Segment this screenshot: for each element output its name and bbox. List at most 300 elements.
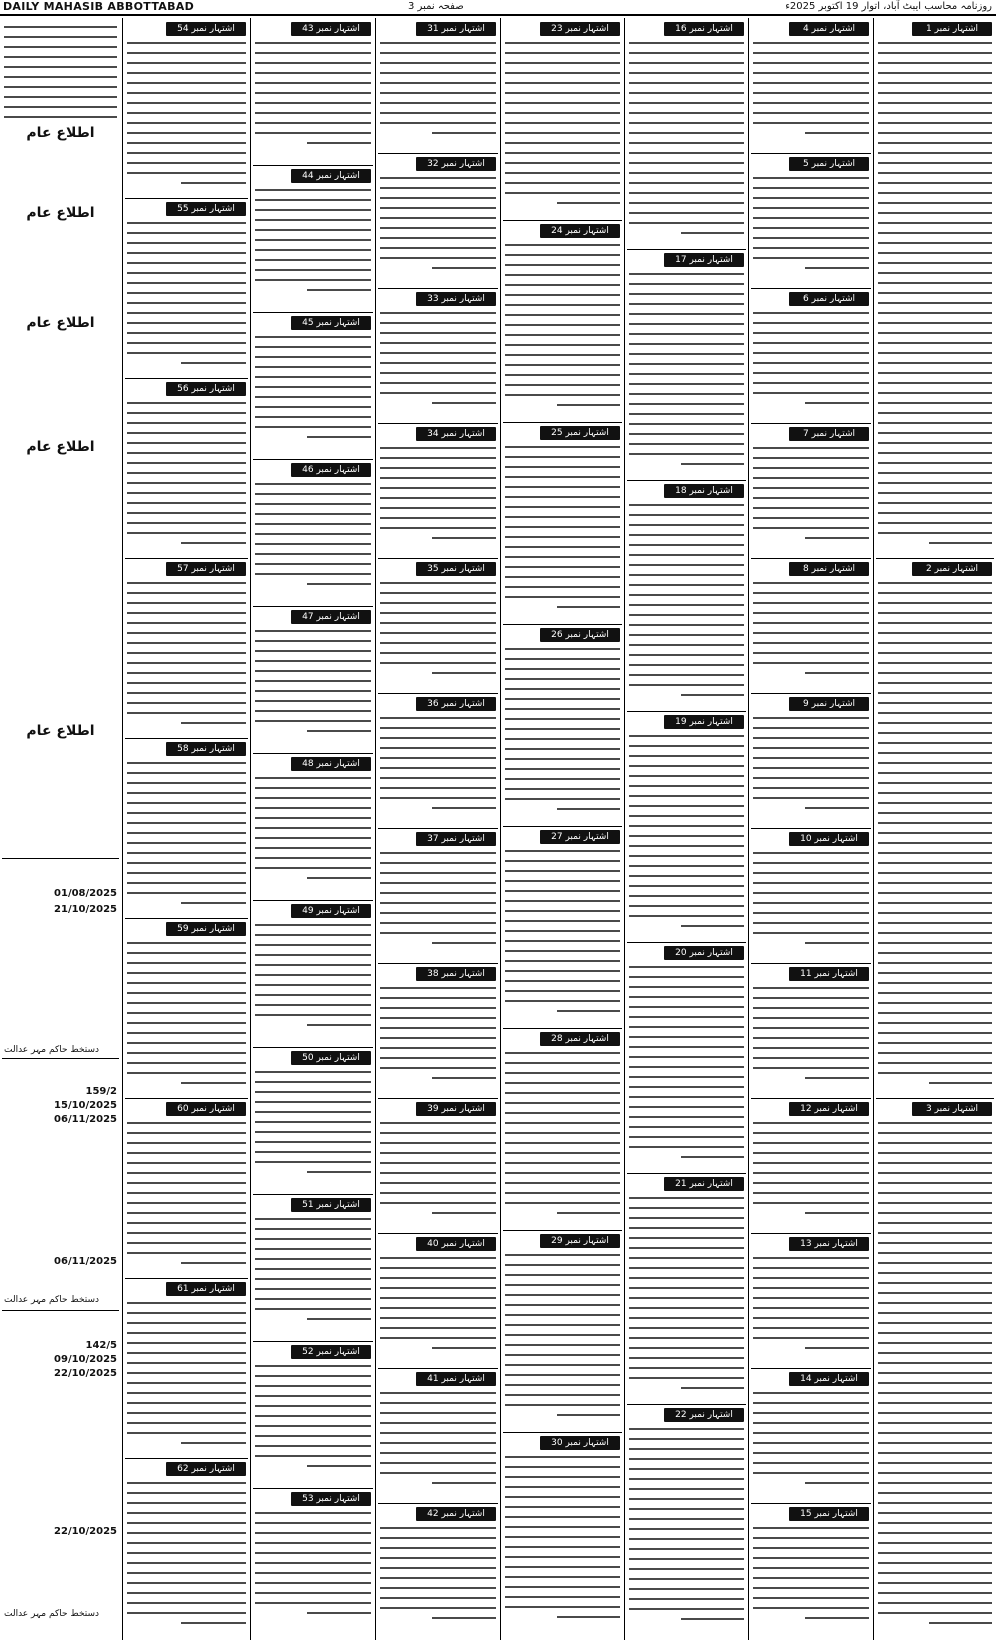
text-line <box>181 1442 246 1444</box>
text-line <box>629 735 744 737</box>
text-line <box>255 1532 371 1534</box>
text-line <box>432 942 496 944</box>
text-line <box>255 346 371 348</box>
classified-ad <box>376 693 500 828</box>
ad-body-text <box>753 582 869 682</box>
ad-body-text <box>505 1254 620 1424</box>
text-line <box>629 1538 744 1540</box>
text-line <box>753 862 869 864</box>
text-line <box>505 536 620 538</box>
text-line <box>629 594 744 596</box>
text-line <box>127 642 246 644</box>
text-line <box>629 805 744 807</box>
ad-body-text <box>753 312 869 412</box>
text-line <box>380 1142 496 1144</box>
ad-number-badge: اشتہار نمبر 38 <box>416 967 496 981</box>
text-line <box>127 1212 246 1214</box>
text-line <box>629 614 744 616</box>
text-line <box>753 497 869 499</box>
ad-number-badge: اشتہار نمبر 44 <box>291 169 371 183</box>
text-line <box>432 402 496 404</box>
text-line <box>127 1022 246 1024</box>
ad-body-text <box>127 42 246 192</box>
text-line <box>127 812 246 814</box>
classified-ad <box>123 18 250 198</box>
text-line <box>380 487 496 489</box>
text-line <box>505 950 620 952</box>
ad-number-badge: اشتہار نمبر 49 <box>291 904 371 918</box>
text-line <box>181 902 246 904</box>
ad-divider <box>253 1194 373 1195</box>
text-line <box>127 82 246 84</box>
ad-number-badge: اشتہار نمبر 27 <box>540 830 620 844</box>
text-line <box>629 1076 744 1078</box>
text-line <box>878 252 992 254</box>
text-line <box>380 1027 496 1029</box>
notice-heading: اطلاع عام <box>26 205 95 221</box>
text-line <box>380 1257 496 1259</box>
text-line <box>878 1402 992 1404</box>
classified-ad <box>376 18 500 153</box>
ad-number-badge: اشتہار نمبر 14 <box>789 1372 869 1386</box>
text-line <box>878 372 992 374</box>
classified-ad <box>749 1503 873 1638</box>
text-line <box>753 777 869 779</box>
classified-ad <box>251 165 375 312</box>
text-line <box>753 892 869 894</box>
text-line <box>629 1136 744 1138</box>
text-line <box>878 602 992 604</box>
text-line <box>127 582 246 584</box>
ad-divider <box>378 828 498 829</box>
ad-column <box>625 18 748 1640</box>
text-line <box>505 132 620 134</box>
text-line <box>255 1602 371 1604</box>
text-line <box>181 182 246 184</box>
text-line <box>878 82 992 84</box>
text-line <box>255 1542 371 1544</box>
text-line <box>127 502 246 504</box>
text-line <box>380 322 496 324</box>
text-line <box>753 1577 869 1579</box>
text-line <box>505 192 620 194</box>
text-line <box>505 1112 620 1114</box>
text-line <box>929 1082 992 1084</box>
text-line <box>505 152 620 154</box>
text-line <box>805 672 869 674</box>
ad-body-text <box>380 582 496 682</box>
text-line <box>255 857 371 859</box>
text-line <box>127 162 246 164</box>
text-line <box>380 312 496 314</box>
ad-number-badge: اشتہار نمبر 13 <box>789 1237 869 1251</box>
text-line <box>505 466 620 468</box>
text-line <box>753 187 869 189</box>
text-line <box>753 1192 869 1194</box>
text-line <box>4 36 117 38</box>
text-line <box>878 142 992 144</box>
text-line <box>255 1258 371 1260</box>
ad-divider <box>751 153 871 154</box>
text-line <box>380 1432 496 1434</box>
text-line <box>878 1062 992 1064</box>
text-line <box>127 972 246 974</box>
text-line <box>127 232 246 234</box>
text-line <box>505 102 620 104</box>
text-line <box>629 1227 744 1229</box>
ad-body-text <box>505 648 620 818</box>
ad-number-badge: اشتہار نمبر 51 <box>291 1198 371 1212</box>
text-line <box>505 870 620 872</box>
text-line <box>753 747 869 749</box>
text-line <box>127 1152 246 1154</box>
text-line <box>878 1452 992 1454</box>
text-line <box>629 785 744 787</box>
classified-ad <box>251 459 375 606</box>
text-line <box>629 865 744 867</box>
text-line <box>255 42 371 44</box>
text-line <box>127 1332 246 1334</box>
text-line <box>629 383 744 385</box>
ad-number-badge: اشتہار نمبر 45 <box>291 316 371 330</box>
ad-body-text <box>380 42 496 142</box>
text-line <box>878 652 992 654</box>
ad-number-badge: اشتہار نمبر 3 <box>912 1102 992 1116</box>
text-line <box>127 772 246 774</box>
text-line <box>878 502 992 504</box>
text-line <box>505 556 620 558</box>
text-line <box>753 477 869 479</box>
ad-body-text <box>753 42 869 142</box>
ad-body-text <box>505 1456 620 1626</box>
text-line <box>255 199 371 201</box>
text-line <box>127 1502 246 1504</box>
text-line <box>629 52 744 54</box>
text-line <box>255 1435 371 1437</box>
ad-divider <box>253 900 373 901</box>
text-line <box>878 1542 992 1544</box>
divider <box>2 858 119 859</box>
text-line <box>753 1607 869 1609</box>
text-line <box>753 872 869 874</box>
text-line <box>505 798 620 800</box>
ad-number-badge: اشتہار نمبر 35 <box>416 562 496 576</box>
text-line <box>127 172 246 174</box>
text-line <box>380 717 496 719</box>
text-line <box>380 247 496 249</box>
classified-ad <box>123 1278 250 1458</box>
text-line <box>380 392 496 394</box>
text-line <box>878 1012 992 1014</box>
text-line <box>307 1171 371 1173</box>
text-line <box>878 132 992 134</box>
text-line <box>505 1566 620 1568</box>
text-line <box>127 1542 246 1544</box>
text-line <box>127 702 246 704</box>
text-line <box>629 132 744 134</box>
classified-ad <box>251 312 375 459</box>
text-line <box>878 1422 992 1424</box>
text-line <box>127 592 246 594</box>
text-line <box>753 757 869 759</box>
text-line <box>878 862 992 864</box>
text-line <box>753 912 869 914</box>
ad-number-badge: اشتہار نمبر 22 <box>664 1408 744 1422</box>
text-line <box>505 658 620 660</box>
text-line <box>255 1101 371 1103</box>
ad-column <box>251 18 375 1640</box>
text-line <box>255 1004 371 1006</box>
text-line <box>380 1162 496 1164</box>
text-line <box>380 882 496 884</box>
ad-number-badge: اشتہار نمبر 50 <box>291 1051 371 1065</box>
text-line <box>753 507 869 509</box>
notice-text <box>4 26 117 126</box>
text-line <box>753 487 869 489</box>
text-line <box>505 1344 620 1346</box>
text-line <box>878 1502 992 1504</box>
text-line <box>753 392 869 394</box>
text-line <box>753 52 869 54</box>
text-line <box>878 1472 992 1474</box>
text-line <box>878 282 992 284</box>
text-line <box>380 997 496 999</box>
text-line <box>380 62 496 64</box>
text-line <box>753 312 869 314</box>
text-line <box>380 227 496 229</box>
ad-number-badge: اشتہار نمبر 2 <box>912 562 992 576</box>
ad-divider <box>378 558 498 559</box>
text-line <box>505 112 620 114</box>
text-line <box>255 974 371 976</box>
text-line <box>380 92 496 94</box>
text-line <box>878 1562 992 1564</box>
text-line <box>505 1354 620 1356</box>
text-line <box>878 1142 992 1144</box>
text-line <box>629 222 744 224</box>
text-line <box>629 795 744 797</box>
text-line <box>878 992 992 994</box>
text-line <box>127 132 246 134</box>
text-line <box>878 122 992 124</box>
text-line <box>505 1586 620 1588</box>
ad-body-text <box>255 42 371 152</box>
ad-divider <box>627 1404 746 1405</box>
ad-body-text <box>753 1392 869 1492</box>
text-line <box>878 1332 992 1334</box>
ad-body-text <box>380 1257 496 1357</box>
ad-body-text <box>255 1218 371 1328</box>
text-line <box>629 1578 744 1580</box>
text-line <box>629 283 744 285</box>
classified-ad <box>123 1098 250 1278</box>
text-line <box>255 670 371 672</box>
text-line <box>255 503 371 505</box>
text-line <box>127 52 246 54</box>
text-line <box>127 1362 246 1364</box>
text-line <box>557 202 620 204</box>
text-line <box>753 322 869 324</box>
ad-divider <box>378 1368 498 1369</box>
text-line <box>629 1126 744 1128</box>
text-line <box>753 1557 869 1559</box>
text-line <box>127 262 246 264</box>
text-line <box>878 1392 992 1394</box>
text-line <box>753 932 869 934</box>
classified-ad <box>749 1233 873 1368</box>
notice-date: 22/10/2025 <box>54 1526 117 1537</box>
text-line <box>127 1352 246 1354</box>
text-line <box>753 197 869 199</box>
text-line <box>127 992 246 994</box>
text-line <box>878 462 992 464</box>
text-line <box>878 1432 992 1434</box>
text-line <box>505 990 620 992</box>
ad-number-badge: اشتہار نمبر 61 <box>166 1282 246 1296</box>
text-line <box>505 1576 620 1578</box>
ad-divider <box>876 558 994 559</box>
text-line <box>681 463 744 465</box>
text-line <box>753 632 869 634</box>
text-line <box>255 553 371 555</box>
text-line <box>505 1526 620 1528</box>
text-line <box>127 1002 246 1004</box>
classified-ad <box>625 18 748 249</box>
text-line <box>505 880 620 882</box>
text-line <box>380 1307 496 1309</box>
text-line <box>127 1382 246 1384</box>
text-line <box>127 342 246 344</box>
text-line <box>380 932 496 934</box>
text-line <box>753 727 869 729</box>
text-line <box>255 690 371 692</box>
text-line <box>505 1456 620 1458</box>
text-line <box>629 574 744 576</box>
text-line <box>255 386 371 388</box>
text-line <box>681 1618 744 1620</box>
text-line <box>753 797 869 799</box>
text-line <box>255 984 371 986</box>
classified-ad <box>123 198 250 378</box>
text-line <box>753 42 869 44</box>
text-line <box>127 1312 246 1314</box>
text-line <box>753 1392 869 1394</box>
text-line <box>505 1082 620 1084</box>
text-line <box>629 343 744 345</box>
text-line <box>127 482 246 484</box>
text-line <box>753 642 869 644</box>
text-line <box>805 1617 869 1619</box>
text-line <box>380 1607 496 1609</box>
ad-body-text <box>878 42 992 552</box>
ad-divider <box>503 1028 622 1029</box>
ad-body-text <box>255 1512 371 1622</box>
text-line <box>878 612 992 614</box>
text-line <box>629 1297 744 1299</box>
ad-body-text <box>629 735 744 935</box>
text-line <box>127 832 246 834</box>
text-line <box>127 872 246 874</box>
ad-divider <box>503 826 622 827</box>
text-line <box>380 622 496 624</box>
text-line <box>629 504 744 506</box>
text-line <box>805 537 869 539</box>
text-line <box>255 62 371 64</box>
text-line <box>753 177 869 179</box>
text-line <box>255 1425 371 1427</box>
classified-ad <box>749 693 873 828</box>
text-line <box>878 1232 992 1234</box>
text-line <box>127 862 246 864</box>
text-line <box>629 1106 744 1108</box>
text-line <box>505 1264 620 1266</box>
classified-ad <box>376 153 500 288</box>
text-line <box>127 1062 246 1064</box>
text-line <box>629 112 744 114</box>
ad-divider <box>378 1503 498 1504</box>
ad-number-badge: اشتہار نمبر 31 <box>416 22 496 36</box>
text-line <box>380 737 496 739</box>
text-line <box>505 1274 620 1276</box>
text-line <box>181 1082 246 1084</box>
text-line <box>255 513 371 515</box>
text-line <box>380 1317 496 1319</box>
text-line <box>4 26 117 28</box>
masthead-title: DAILY MAHASIB ABBOTTABAD <box>3 0 195 13</box>
text-line <box>505 1476 620 1478</box>
text-line <box>255 132 371 134</box>
text-line <box>255 336 371 338</box>
text-line <box>505 1000 620 1002</box>
text-line <box>753 447 869 449</box>
text-line <box>505 394 620 396</box>
text-line <box>878 532 992 534</box>
ad-body-text <box>753 1257 869 1357</box>
text-line <box>629 102 744 104</box>
ad-number-badge: اشتہار نمبر 41 <box>416 1372 496 1386</box>
text-line <box>878 1072 992 1074</box>
classified-ad <box>123 378 250 558</box>
text-line <box>878 42 992 44</box>
text-line <box>557 606 620 608</box>
text-line <box>127 252 246 254</box>
ad-divider <box>253 165 373 166</box>
notice-date: 21/10/2025 <box>54 904 117 915</box>
ad-number-badge: اشتہار نمبر 20 <box>664 946 744 960</box>
text-line <box>753 997 869 999</box>
text-line <box>878 912 992 914</box>
text-line <box>753 1317 869 1319</box>
text-line <box>505 678 620 680</box>
ad-body-text <box>380 852 496 952</box>
text-line <box>505 1536 620 1538</box>
text-line <box>505 718 620 720</box>
ad-number-badge: اشتہار نمبر 8 <box>789 562 869 576</box>
text-line <box>255 112 371 114</box>
text-line <box>380 517 496 519</box>
text-line <box>432 1212 496 1214</box>
text-line <box>127 102 246 104</box>
text-line <box>505 1364 620 1366</box>
text-line <box>629 403 744 405</box>
ad-body-text <box>380 987 496 1087</box>
ad-divider <box>751 1233 871 1234</box>
text-line <box>629 363 744 365</box>
text-line <box>805 1482 869 1484</box>
text-line <box>127 632 246 634</box>
text-line <box>505 1072 620 1074</box>
classified-ad <box>251 1341 375 1488</box>
